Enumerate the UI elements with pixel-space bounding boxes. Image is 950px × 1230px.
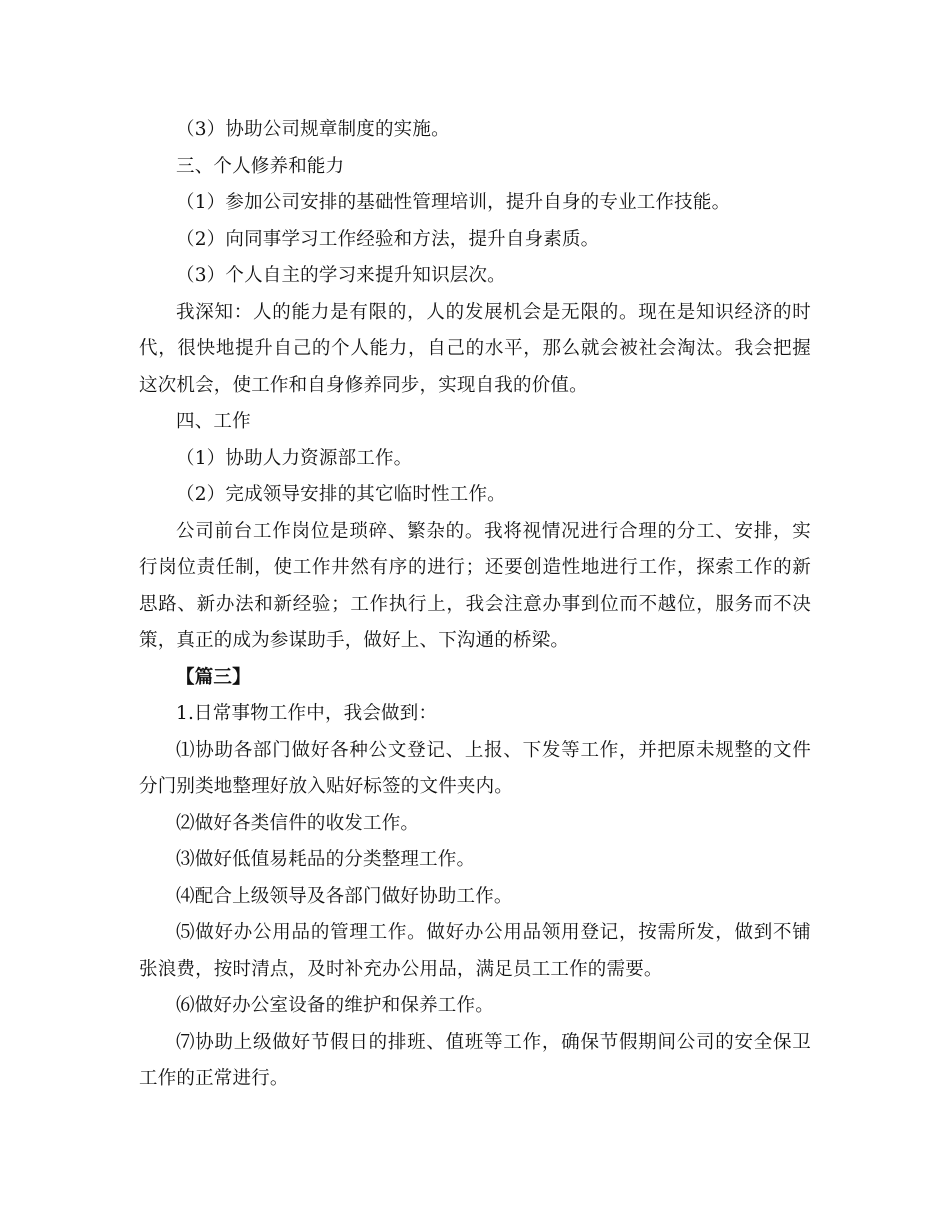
list-item-4: ⑷配合上级领导及各部门做好协助工作。 <box>176 885 513 907</box>
paragraph-1: （3）协助公司规章制度的实施。 <box>176 119 450 140</box>
paragraph-5: （3）个人自主的学习来提升知识层次。 <box>176 265 506 286</box>
section-heading-work: 四、工作 <box>176 411 251 432</box>
list-item-1: ⑴协助各部门做好各种公文登记、上报、下发等工作，并把原未规整的文件分门别类地整理好放入贴好标签的文件夹内。 <box>139 739 811 797</box>
list-item-6: ⑹做好办公室设备的维护和保养工作。 <box>176 995 494 1016</box>
paragraph-10: 公司前台工作岗位是琐碎、繁杂的。我将视情况进行合理的分工、安排，实行岗位责任制，使工作井然有序的进行；还要创造性地进行工作，探索工作的新思路、新办法和新经验；工作执行上，我会注意办事到位而不越位，服务而不决策，真正的成为参谋助手，做好上、下沟通的桥梁。 <box>139 520 811 651</box>
paragraph-12: 1.日常事物工作中，我会做到： <box>176 703 438 724</box>
list-item-2: ⑵做好各类信件的收发工作。 <box>176 812 420 834</box>
paragraph-9: （2）完成领导安排的其它临时性工作。 <box>176 484 506 505</box>
list-item-3: ⑶做好低值易耗品的分类整理工作。 <box>176 849 476 870</box>
list-item-5: ⑸做好办公用品的管理工作。做好办公用品领用登记，按需所发，做到不铺张浪费，按时清点，及时补充办公用品，满足员工工作的需要。 <box>139 922 811 980</box>
section-heading-personal-cultivation: 三、个人修养和能力 <box>176 155 345 177</box>
paragraph-4: （2）向同事学习工作经验和方法，提升自身素质。 <box>176 228 600 250</box>
document-body <box>139 112 811 1098</box>
paragraph-8: （1）协助人力资源部工作。 <box>176 447 413 469</box>
chapter-heading-part-three: 【篇三】 <box>176 666 251 688</box>
list-item-7: ⑺协助上级做好节假日的排班、值班等工作，确保节假期间公司的安全保卫工作的正常进行。 <box>139 1031 811 1089</box>
paragraph-6: 我深知：人的能力是有限的，人的发展机会是无限的。现在是知识经济的时代，很快地提升自己的个人能力，自己的水平，那么就会被社会淘汰。我会把握这次机会，使工作和自身修养同步，实现自我的价值。 <box>139 301 811 396</box>
paragraph-3: （1）参加公司安排的基础性管理培训，提升自身的专业工作技能。 <box>176 192 731 213</box>
